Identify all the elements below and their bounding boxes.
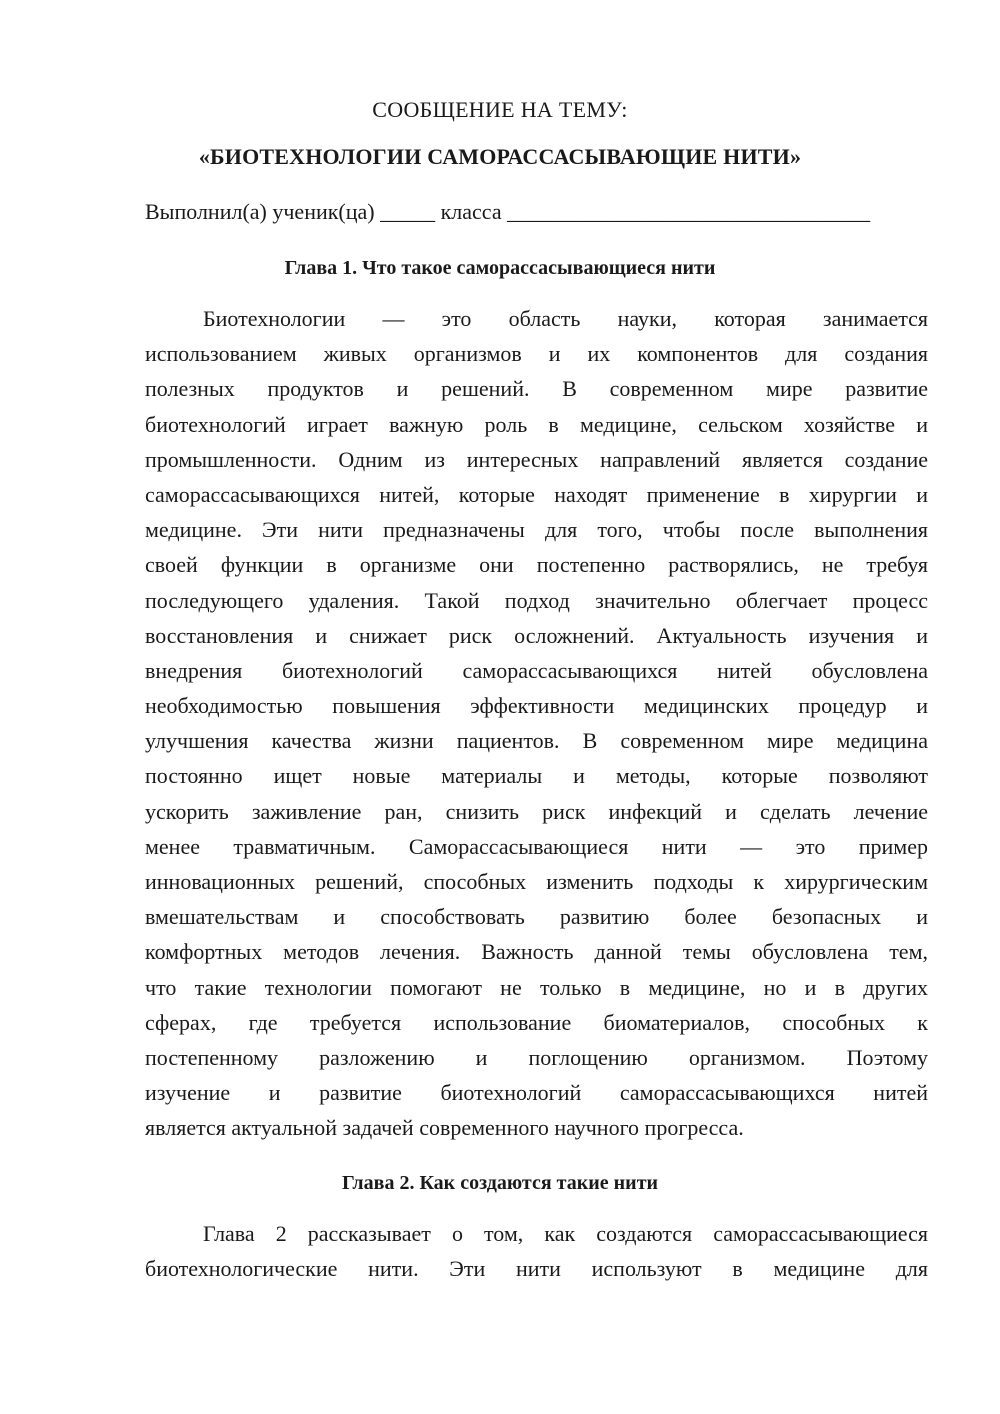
- paragraph-line: менее травматичным. Саморассасывающиеся нити — это пример: [145, 833, 928, 859]
- paragraph-line: что такие технологии помогают не только в медицине, но и в других: [145, 974, 928, 1000]
- paragraph-line: необходимостью повышения эффективности медицинских процедур и: [145, 693, 928, 719]
- paragraph-line: биотехнологий играет важную роль в медицине, сельском хозяйстве и: [145, 411, 928, 437]
- paragraph-line: улучшения качества жизни пациентов. В современном мире медицина: [145, 728, 928, 754]
- paragraph-line: внедрения биотехнологий саморассасывающихся нитей обусловлена: [145, 657, 928, 683]
- document-heading-line1: СООБЩЕНИЕ НА ТЕМУ:: [372, 97, 628, 122]
- paragraph-line: Глава 2 рассказывает о том, как создаются саморассасывающиеся: [203, 1221, 928, 1246]
- paragraph-line: является актуальной задачей современного научного прогресса.: [145, 1115, 744, 1141]
- paragraph-line: восстановления и снижает риск осложнений. Актуальность изучения и: [145, 622, 928, 648]
- paragraph-line: сферах, где требуется использование биоматериалов, способных к: [145, 1009, 928, 1035]
- paragraph-line: последующего удаления. Такой подход значительно облегчает процесс: [145, 587, 928, 613]
- paragraph-line: постоянно ищет новые материалы и методы, которые позволяют: [145, 763, 928, 789]
- paragraph-line: изучение и развитие биотехнологий саморассасывающихся нитей: [145, 1080, 928, 1106]
- author-line: Выполнил(а) ученик(ца) _____ класса _________________________________: [145, 199, 871, 224]
- paragraph-line: промышленности. Одним из интересных направлений является создание: [145, 446, 928, 472]
- paragraph-line: ускорить заживление ран, снизить риск инфекций и сделать лечение: [145, 798, 928, 824]
- paragraph-line: комфортных методов лечения. Важность данной темы обусловлена тем,: [145, 939, 928, 965]
- paragraph-line: использованием живых организмов и их компонентов для создания: [145, 341, 928, 367]
- chapter2-paragraph: [145, 1216, 928, 1286]
- paragraph-line: биотехнологические нити. Эти нити используют в медицине для: [145, 1256, 928, 1282]
- chapter1-paragraph: [145, 301, 928, 1146]
- paragraph-line: Биотехнологии — это область науки, которая занимается: [203, 306, 928, 331]
- paragraph-line: постепенному разложению и поглощению организмом. Поэтому: [145, 1044, 928, 1070]
- paragraph-line: инновационных решений, способных изменить подходы к хирургическим: [145, 869, 928, 894]
- document-heading-topic: «БИОТЕХНОЛОГИИ САМОРАССАСЫВАЮЩИЕ НИТИ»: [198, 144, 802, 169]
- paragraph-line: саморассасывающихся нитей, которые находят применение в хирургии и: [145, 481, 928, 507]
- paragraph-line: медицине. Эти нити предназначены для того, чтобы после выполнения: [145, 517, 928, 543]
- paragraph-line: вмешательствам и способствовать развитию более безопасных и: [145, 904, 928, 930]
- paragraph-line: своей функции в организме они постепенно растворялись, не требуя: [145, 552, 928, 578]
- chapter1-title: Глава 1. Что такое саморассасывающиеся нити: [284, 257, 716, 279]
- chapter2-title: Глава 2. Как создаются такие нити: [341, 1172, 659, 1194]
- paragraph-line: полезных продуктов и решений. В современном мире развитие: [145, 376, 928, 402]
